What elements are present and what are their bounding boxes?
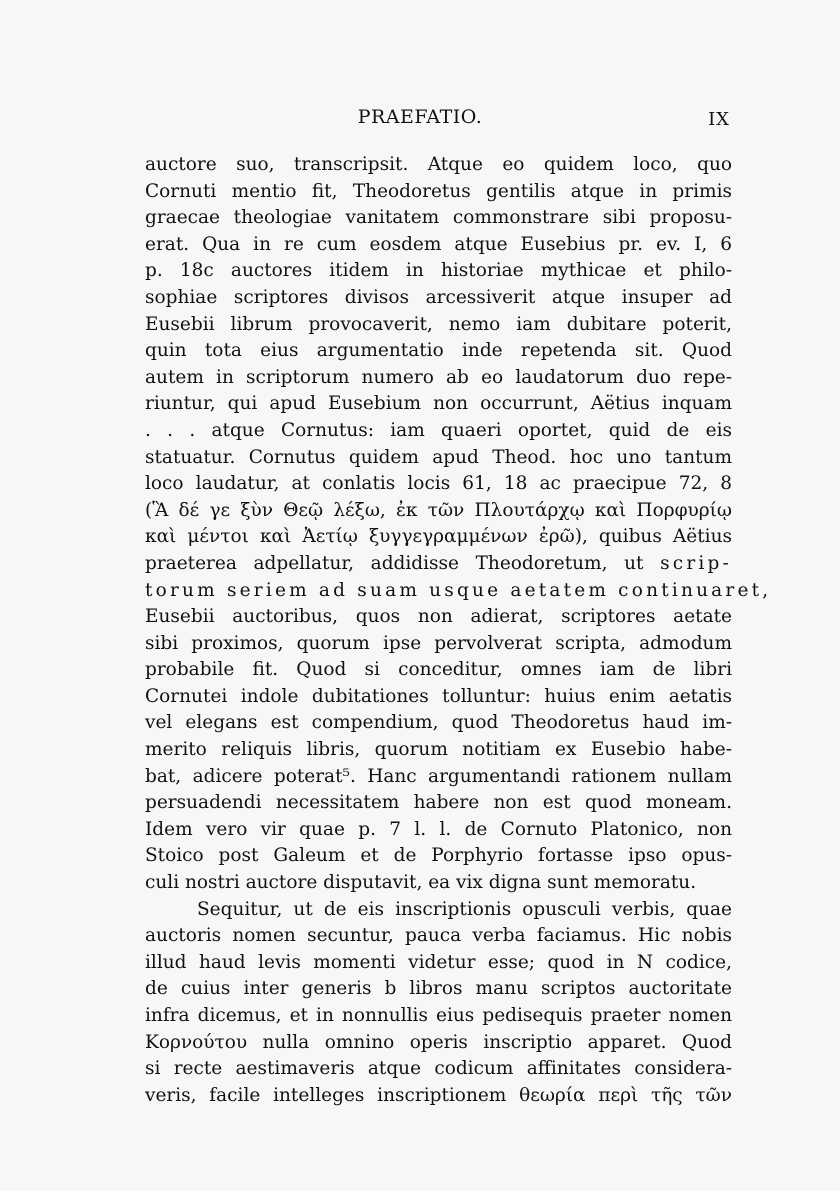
text-line — [145, 338, 732, 365]
text-line — [145, 631, 732, 658]
line-text: infra dicemus, et in nonnullis eius pedisequis praeter nomen — [145, 1005, 732, 1026]
line-text: sibi proximos, quorum ipse pervolverat scripta, admodum — [145, 632, 732, 654]
line-text: Eusebii auctoribus, quos non adierat, scriptores aetate — [145, 606, 732, 628]
line-text: erat. Qua in re cum eosdem atque Eusebius pr. ev. I, 6 — [145, 233, 732, 255]
running-title: PRAEFATIO. — [357, 106, 483, 128]
text-line — [145, 976, 732, 1003]
line-text: Cornuti mentio fit, Theodoretus gentilis atque in primis — [145, 180, 732, 202]
text-line — [145, 391, 732, 418]
line-text: auctoris nomen secuntur, pauca verba faciamus. Hic nobis — [145, 925, 732, 947]
text-line — [145, 418, 732, 445]
text-line — [145, 232, 732, 259]
line-text: culi nostri auctore disputavit, ea vix digna sunt memoratu. — [145, 872, 697, 894]
text-line — [145, 445, 732, 472]
text-line — [145, 1083, 732, 1110]
text-line — [145, 790, 732, 817]
line-text: quin tota eius argumentatio inde repetenda sit. Quod — [145, 340, 732, 362]
text-line — [145, 498, 732, 525]
text-line — [145, 179, 732, 206]
line-text: persuadendi necessitatem habere non est quod moneam. — [145, 792, 732, 814]
line-text: sophiae scriptores divisos arcessiverit atque insuper ad — [145, 286, 732, 308]
running-head — [0, 106, 840, 136]
text-line — [145, 870, 732, 897]
text-line — [145, 923, 732, 950]
body-text — [145, 152, 772, 1109]
text-line — [145, 285, 732, 312]
line-text: . . . atque Cornutus: iam quaeri oportet, quid de eis — [145, 419, 732, 441]
line-text: auctore suo, transcripsit. Atque eo quidem loco, quo — [145, 154, 732, 175]
line-text: Sequitur, ut de eis inscriptionis opusculi verbis, quae — [197, 898, 732, 920]
line-text: praeterea adpellatur, addidisse Theodoretum, ut — [145, 552, 644, 574]
line-text: merito reliquis libris, quorum notitiam ex Eusebio habe- — [145, 739, 732, 761]
line-text: (Ἃ δέ γε ξὺν Θεῷ λέξω, ἐκ τῶν Πλουτάρχῳ καὶ Πορφυρίῳ — [145, 499, 732, 521]
line-text: Idem vero vir quae p. 7 l. l. de Cornuto Platonico, non — [145, 818, 732, 840]
line-text: si recte aestimaveris atque codicum affinitates considera- — [145, 1058, 732, 1080]
text-line — [145, 1056, 732, 1083]
line-text: Eusebii librum provocaverit, nemo iam dubitare poterit, — [145, 313, 732, 335]
line-text: Cornutei indole dubitationes tolluntur: huius enim aetatis — [145, 685, 732, 707]
text-line — [145, 551, 732, 578]
line-text: autem in scriptorum numero ab eo laudatorum duo repe- — [145, 366, 732, 388]
text-line — [145, 312, 732, 339]
text-line — [145, 950, 732, 977]
line-text: illud haud levis momenti videtur esse; quod in N codice, — [145, 951, 732, 973]
text-line — [145, 258, 732, 285]
text-line — [145, 843, 732, 870]
text-line — [145, 684, 732, 711]
text-line — [145, 1003, 732, 1030]
text-line — [145, 897, 732, 924]
text-line — [145, 604, 732, 631]
spaced-text: scrip- — [660, 552, 732, 574]
text-line — [145, 578, 772, 605]
line-text: graecae theologiae vanitatem commonstrare sibi proposu- — [145, 207, 732, 229]
line-text: Κορνούτου nulla omnino operis inscriptio apparet. Quod — [145, 1031, 732, 1053]
spaced-text: torum seriem ad suam usque aetatem continuaret, — [145, 579, 772, 601]
line-text: veris, facile intelleges inscriptionem θεωρία περὶ τῆς τῶν — [145, 1084, 732, 1106]
text-line — [145, 710, 732, 737]
text-line — [145, 737, 732, 764]
line-text: Stoico post Galeum et de Porphyrio fortasse ipso opus- — [145, 845, 732, 867]
text-line — [145, 365, 732, 392]
line-text: statuatur. Cornutus quidem apud Theod. hoc uno tantum — [145, 446, 732, 468]
text-line — [145, 657, 732, 684]
line-text: de cuius inter generis b libros manu scriptos auctoritate — [145, 978, 732, 1000]
text-line — [145, 1030, 732, 1057]
text-line — [145, 764, 732, 791]
text-line — [145, 471, 732, 498]
text-line — [145, 152, 732, 179]
line-text: καὶ μέντοι καὶ Ἀετίῳ ξυγγεγραμμένων ἐρῶ), quibus Aëtius — [145, 526, 732, 548]
line-text: bat, adicere poterat⁵. Hanc argumentandi rationem nullam — [145, 765, 732, 787]
text-line — [145, 524, 732, 551]
text-line — [145, 205, 732, 232]
line-text: probabile fit. Quod si conceditur, omnes iam de libri — [145, 659, 732, 681]
line-text: riuntur, qui apud Eusebium non occurrunt, Aëtius inquam — [145, 393, 732, 415]
line-text: p. 18c auctores itidem in historiae mythicae et philo- — [145, 260, 732, 282]
page-number: IX — [708, 109, 730, 130]
text-line — [145, 817, 732, 844]
line-text: loco laudatur, at conlatis locis 61, 18 ac praecipue 72, 8 — [145, 473, 732, 495]
line-text: vel elegans est compendium, quod Theodoretus haud im- — [145, 712, 732, 734]
